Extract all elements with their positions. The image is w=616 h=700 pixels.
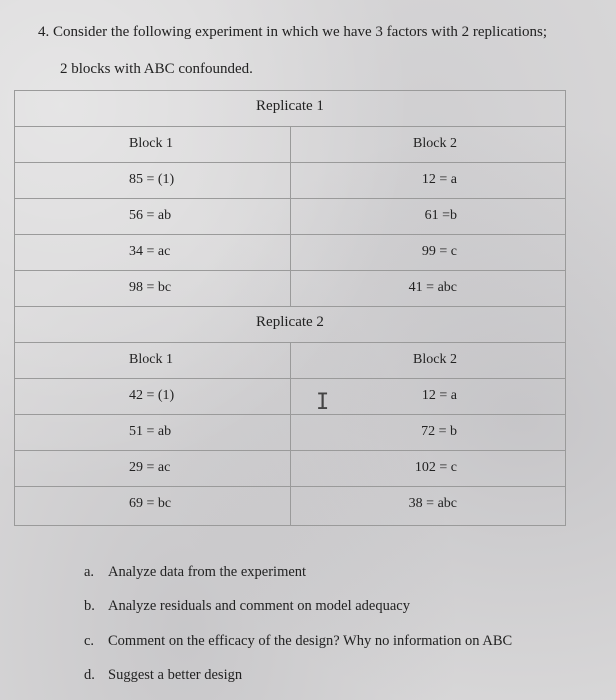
sub-question-text: Analyze data from the experiment	[108, 564, 307, 580]
cell-value: 98 = bc	[129, 280, 172, 295]
table-cell	[15, 415, 291, 450]
cell-value: 41 = abc	[408, 280, 457, 295]
sub-question-a	[84, 564, 306, 581]
table-cell	[15, 235, 291, 270]
cell-value: 51 = ab	[129, 424, 172, 439]
table-cell	[15, 199, 291, 234]
replicate-1-header	[15, 91, 565, 127]
table-row	[15, 451, 565, 487]
table-row	[15, 415, 565, 451]
table-cell	[15, 127, 291, 162]
table-row	[15, 379, 565, 415]
table-row	[15, 271, 565, 307]
block-2-label: Block 2	[413, 136, 457, 151]
table-cell	[15, 379, 291, 414]
cell-value: 99 = c	[421, 244, 457, 259]
table-cell	[291, 379, 567, 414]
table-cell	[15, 271, 291, 306]
data-table	[14, 90, 566, 526]
replicate-1-block-header-row	[15, 127, 565, 163]
sub-question-b	[84, 598, 410, 615]
table-cell	[15, 163, 291, 198]
replicate-2-block-header-row	[15, 343, 565, 379]
text-cursor-icon: I	[316, 390, 330, 415]
cell-value: 56 = ab	[129, 208, 172, 223]
cell-value: 85 = (1)	[129, 172, 175, 187]
table-row	[15, 235, 565, 271]
replicate-2-header	[15, 307, 565, 343]
table-cell	[291, 415, 567, 450]
cell-value: 72 = b	[421, 424, 457, 439]
cell-value: 34 = ac	[129, 244, 171, 259]
block-1-label: Block 1	[129, 352, 173, 367]
table-cell	[291, 451, 567, 486]
cell-value: 38 = abc	[408, 496, 457, 511]
sub-question-text: Comment on the efficacy of the design? Why no information on ABC	[108, 633, 513, 649]
table-cell	[15, 451, 291, 486]
table-cell	[15, 343, 291, 378]
block-1-label: Block 1	[129, 136, 173, 151]
cell-value: 61 =b	[424, 208, 457, 223]
cell-value: 42 = (1)	[129, 388, 175, 403]
table-row	[15, 163, 565, 199]
replicate-1-label: Replicate 1	[256, 98, 324, 114]
cell-value: 12 = a	[421, 388, 457, 403]
question-subtitle: 2 blocks with ABC confounded.	[60, 61, 253, 77]
sub-question-c	[84, 633, 512, 650]
table-cell	[291, 487, 567, 525]
cell-value: 102 = c	[414, 460, 457, 475]
sub-question-text: Analyze residuals and comment on model adequacy	[108, 598, 410, 614]
sub-question-letter: a.	[84, 564, 95, 580]
table-cell	[15, 487, 291, 525]
table-cell	[291, 199, 567, 234]
table-cell	[291, 271, 567, 306]
block-2-label: Block 2	[413, 352, 457, 367]
table-row	[15, 487, 565, 525]
table-row	[15, 199, 565, 235]
cell-value: 29 = ac	[129, 460, 171, 475]
table-cell	[291, 163, 567, 198]
sub-question-d	[84, 667, 242, 684]
sub-question-text: Suggest a better design	[108, 667, 243, 683]
table-cell	[291, 235, 567, 270]
replicate-2-label: Replicate 2	[256, 314, 324, 330]
sub-question-letter: b.	[84, 598, 95, 614]
sub-question-letter: c.	[84, 633, 95, 649]
sub-question-letter: d.	[84, 667, 95, 683]
table-cell	[291, 127, 567, 162]
cell-value: 12 = a	[421, 172, 457, 187]
table-cell	[291, 343, 567, 378]
question-title: 4. Consider the following experiment in which we have 3 factors with 2 replications;	[38, 24, 548, 40]
cell-value: 69 = bc	[129, 496, 172, 511]
